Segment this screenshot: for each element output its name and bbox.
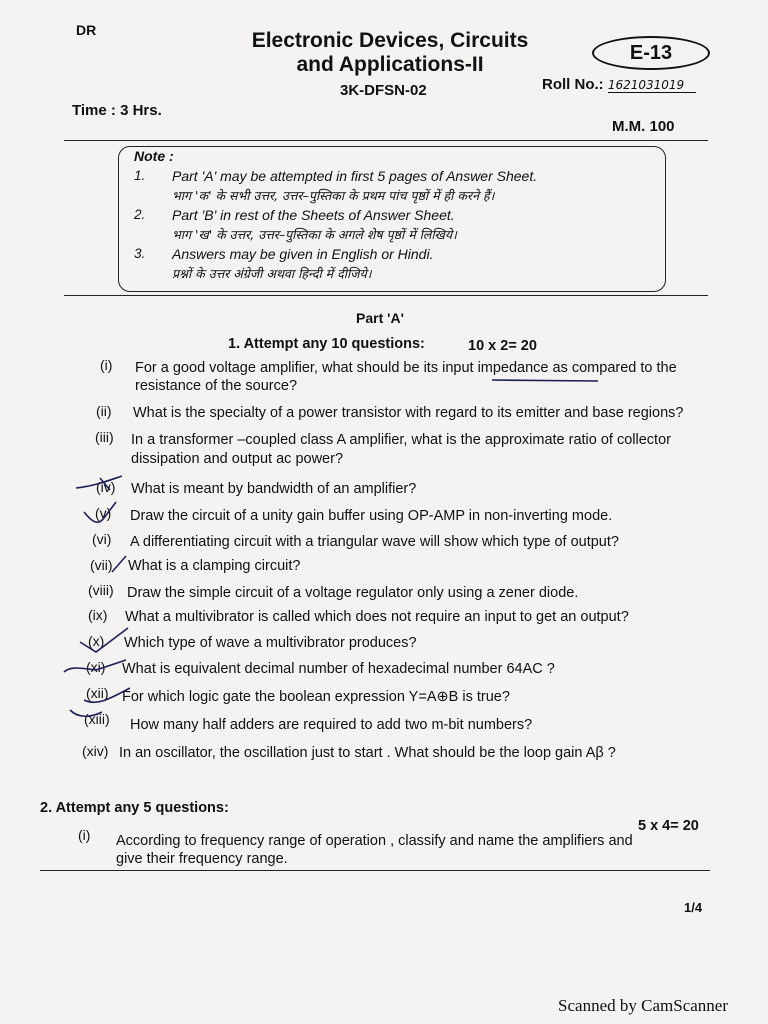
question-text: For a good voltage amplifier, what should be its input impedance as compared to the [135, 360, 677, 376]
tick-mark [76, 476, 122, 490]
page-number: 1/4 [684, 900, 703, 915]
title-line-1: Electronic Devices, Circuits [251, 29, 529, 52]
question-text: In an oscillator, the oscillation just to start . What should be the loop gain Aβ ? [119, 745, 616, 761]
question-number: (xiv) [82, 743, 109, 759]
note-text-en: Part 'A' may be attempted in first 5 pages of Answer Sheet. [172, 168, 538, 184]
question-number: (vi) [92, 531, 112, 547]
question-text: For which logic gate the boolean expression Y=A⊕B is true? [122, 689, 510, 705]
question-number: (i) [100, 357, 113, 373]
note-text-hi: भाग 'क' के सभी उत्तर, उत्तर–पुस्तिका के प्रथम पांच पृष्ठों में ही करने हैं। [172, 188, 495, 203]
question-text: A differentiating circuit with a triangular wave will show which type of output? [130, 534, 619, 550]
q1-marks: 10 x 2= 20 [468, 338, 537, 354]
question-text: What is the specialty of a power transistor with regard to its emitter and base regions? [133, 405, 684, 421]
question-text: What is equivalent decimal number of hexadecimal number 64AC ? [122, 661, 555, 677]
q2-marks: 5 x 4= 20 [638, 818, 699, 834]
question-number: (ix) [88, 607, 108, 623]
tick-mark [84, 688, 130, 702]
tick-mark [112, 556, 126, 572]
question-number: (x) [88, 633, 105, 649]
q2-instruction: 2. Attempt any 5 questions: [40, 800, 229, 816]
question-text: Which type of wave a multivibrator produces? [124, 635, 417, 651]
corner-code: DR [76, 22, 97, 38]
title-line-2: and Applications-II [296, 53, 484, 76]
tick-mark [70, 710, 102, 716]
note-text-hi: प्रश्नों के उत्तर अंग्रेजी अथवा हिन्दी में दीजिये। [172, 266, 372, 281]
question-text: Draw the simple circuit of a voltage regulator only using a zener diode. [127, 585, 579, 601]
question-text: dissipation and output ac power? [131, 451, 344, 467]
question-text: What is a clamping circuit? [128, 558, 301, 574]
question-number: (iii) [95, 429, 114, 445]
part-a-heading: Part 'A' [356, 310, 404, 326]
tick-mark [80, 628, 128, 652]
note-number: 3. [134, 246, 146, 261]
tick-mark [84, 502, 116, 522]
question-number: (xiii) [84, 711, 110, 727]
note-text-en: Answers may be given in English or Hindi. [172, 246, 434, 262]
question-number: (ii) [96, 403, 112, 419]
paper-code-badge: E-13 [592, 36, 710, 70]
roll-label: Roll No.: [542, 76, 604, 93]
question-text: How many half adders are required to add two m-bit numbers? [130, 717, 533, 733]
question-number: (viii) [88, 582, 114, 598]
note-number: 1. [134, 168, 146, 183]
tick-mark [64, 660, 126, 672]
question-text: resistance of the source? [135, 378, 298, 394]
course-code: 3K-DFSN-02 [340, 82, 427, 99]
note-title: Note : [134, 148, 174, 164]
max-marks: M.M. 100 [612, 118, 675, 135]
question-text: Draw the circuit of a unity gain buffer using OP-AMP in non-inverting mode. [130, 508, 613, 524]
underline-mark [492, 380, 598, 381]
question-text: What a multivibrator is called which does not require an input to get an output? [125, 609, 629, 625]
roll-value: 1621031019 [608, 78, 696, 93]
note-text-hi: भाग 'ख' के उत्तर, उत्तर–पुस्तिका के अगले शेष पृष्ठों में लिखिये। [172, 227, 457, 242]
question-number: (iv) [96, 479, 116, 495]
note-number: 2. [134, 207, 146, 222]
scan-credit: Scanned by CamScanner [558, 996, 728, 1015]
question-text: give their frequency range. [116, 851, 288, 867]
question-number: (vii) [90, 557, 113, 573]
question-text: What is meant by bandwidth of an amplifier? [131, 481, 417, 497]
question-number: (xii) [86, 685, 109, 701]
time-allowed: Time : 3 Hrs. [72, 102, 162, 119]
question-number: (v) [95, 505, 112, 521]
note-text-en: Part 'B' in rest of the Sheets of Answer Sheet. [172, 207, 455, 223]
question-text: According to frequency range of operation , classify and name the amplifiers and [116, 833, 633, 849]
question-number: (xi) [86, 659, 106, 675]
q1-instruction: 1. Attempt any 10 questions: [228, 336, 425, 352]
question-text: In a transformer –coupled class A amplifier, what is the approximate ratio of collector [131, 432, 671, 448]
question-number: (i) [78, 827, 91, 843]
